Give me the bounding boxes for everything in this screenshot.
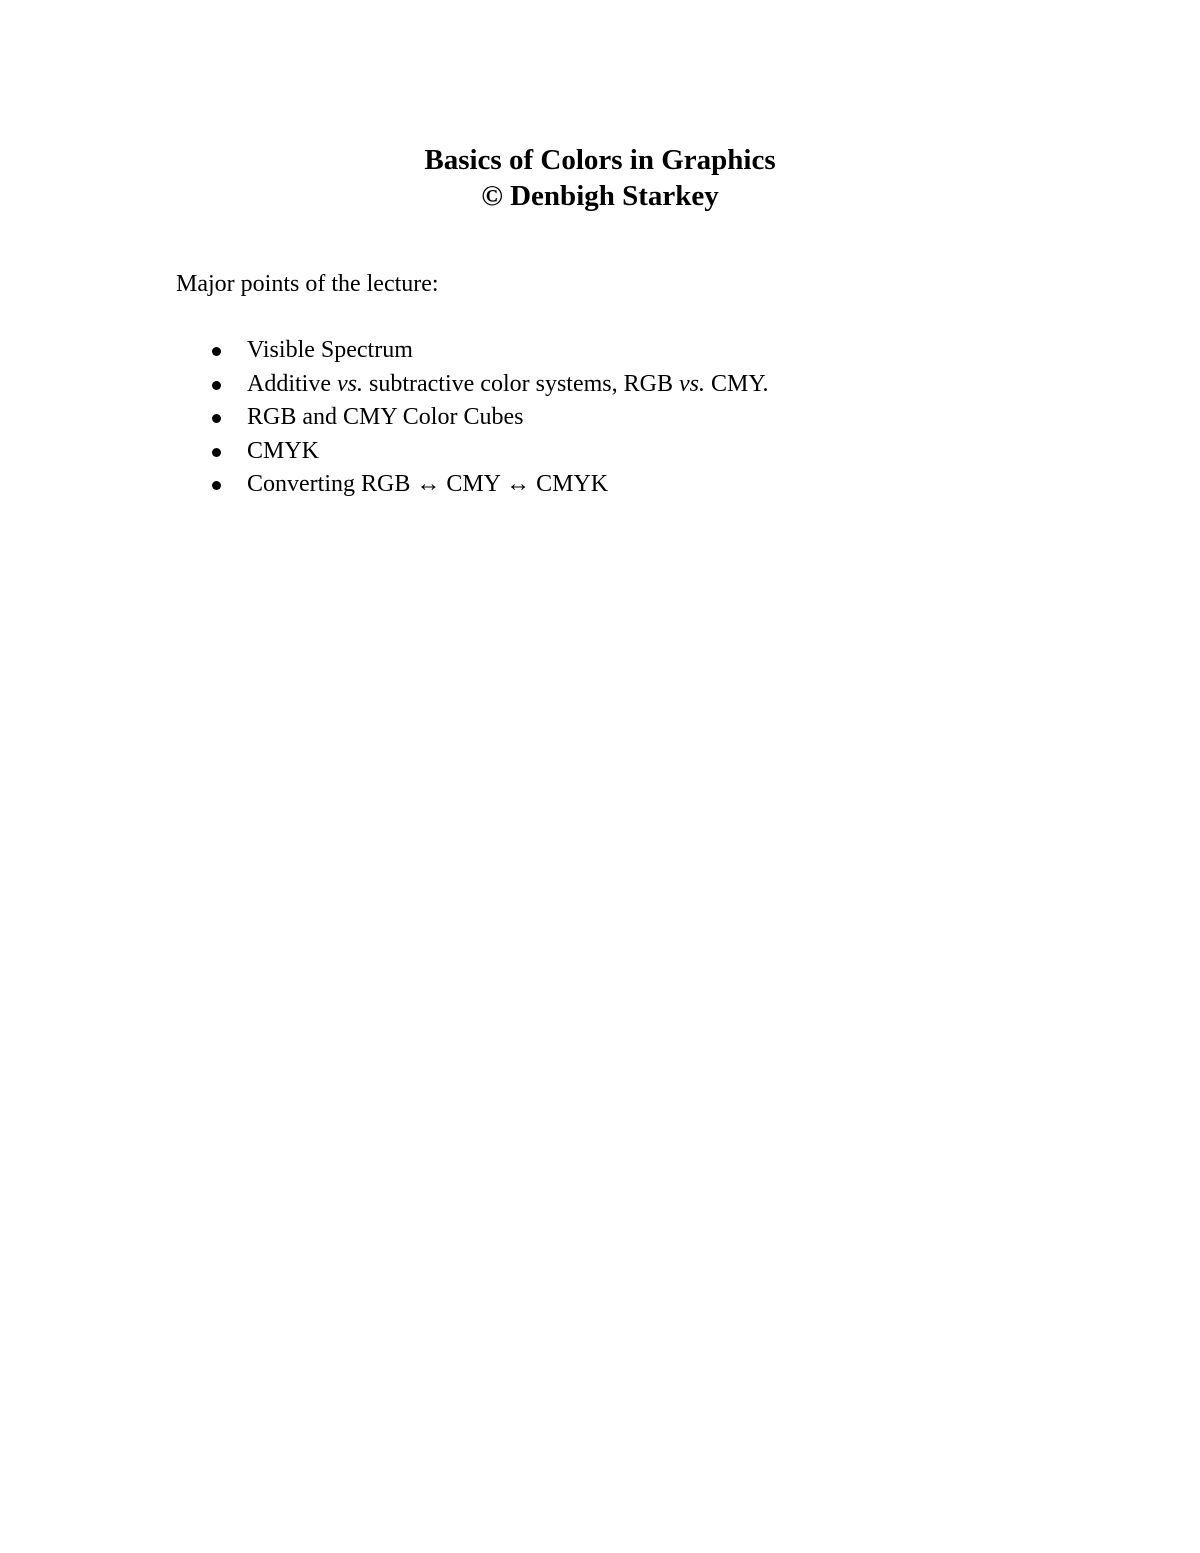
bullet-segment: Converting RGB ↔ CMY ↔ CMYK — [247, 471, 609, 498]
bullet-segment: CMYK — [247, 437, 320, 464]
bullet-segment: subtractive color systems, RGB — [363, 370, 679, 397]
bullet-segment: Additive — [247, 370, 337, 397]
bullet-text — [247, 334, 413, 368]
bullet-italic-segment: vs. — [337, 370, 363, 397]
bullet-text — [247, 435, 319, 469]
bullet-text — [247, 468, 608, 502]
title-block — [0, 142, 1200, 214]
bullet-dot-icon — [212, 481, 221, 490]
bullet-dot-icon — [212, 381, 221, 390]
bullet-dot-icon — [212, 448, 221, 457]
bullet-segment: RGB and CMY Color Cubes — [247, 404, 524, 431]
bullet-segment: CMY. — [704, 370, 769, 397]
bullet-segment: Visible Spectrum — [247, 337, 413, 363]
bullet-dot-icon — [212, 414, 221, 423]
bullet-text — [247, 401, 523, 435]
document-title: Basics of Colors in Graphics — [424, 144, 776, 176]
intro-text: Major points of the lecture: — [176, 271, 439, 297]
bullet-text — [247, 368, 769, 402]
bullet-italic-segment: vs. — [678, 370, 705, 397]
bullet-dot-icon — [212, 347, 221, 356]
author-line: © Denbigh Starkey — [481, 180, 719, 212]
